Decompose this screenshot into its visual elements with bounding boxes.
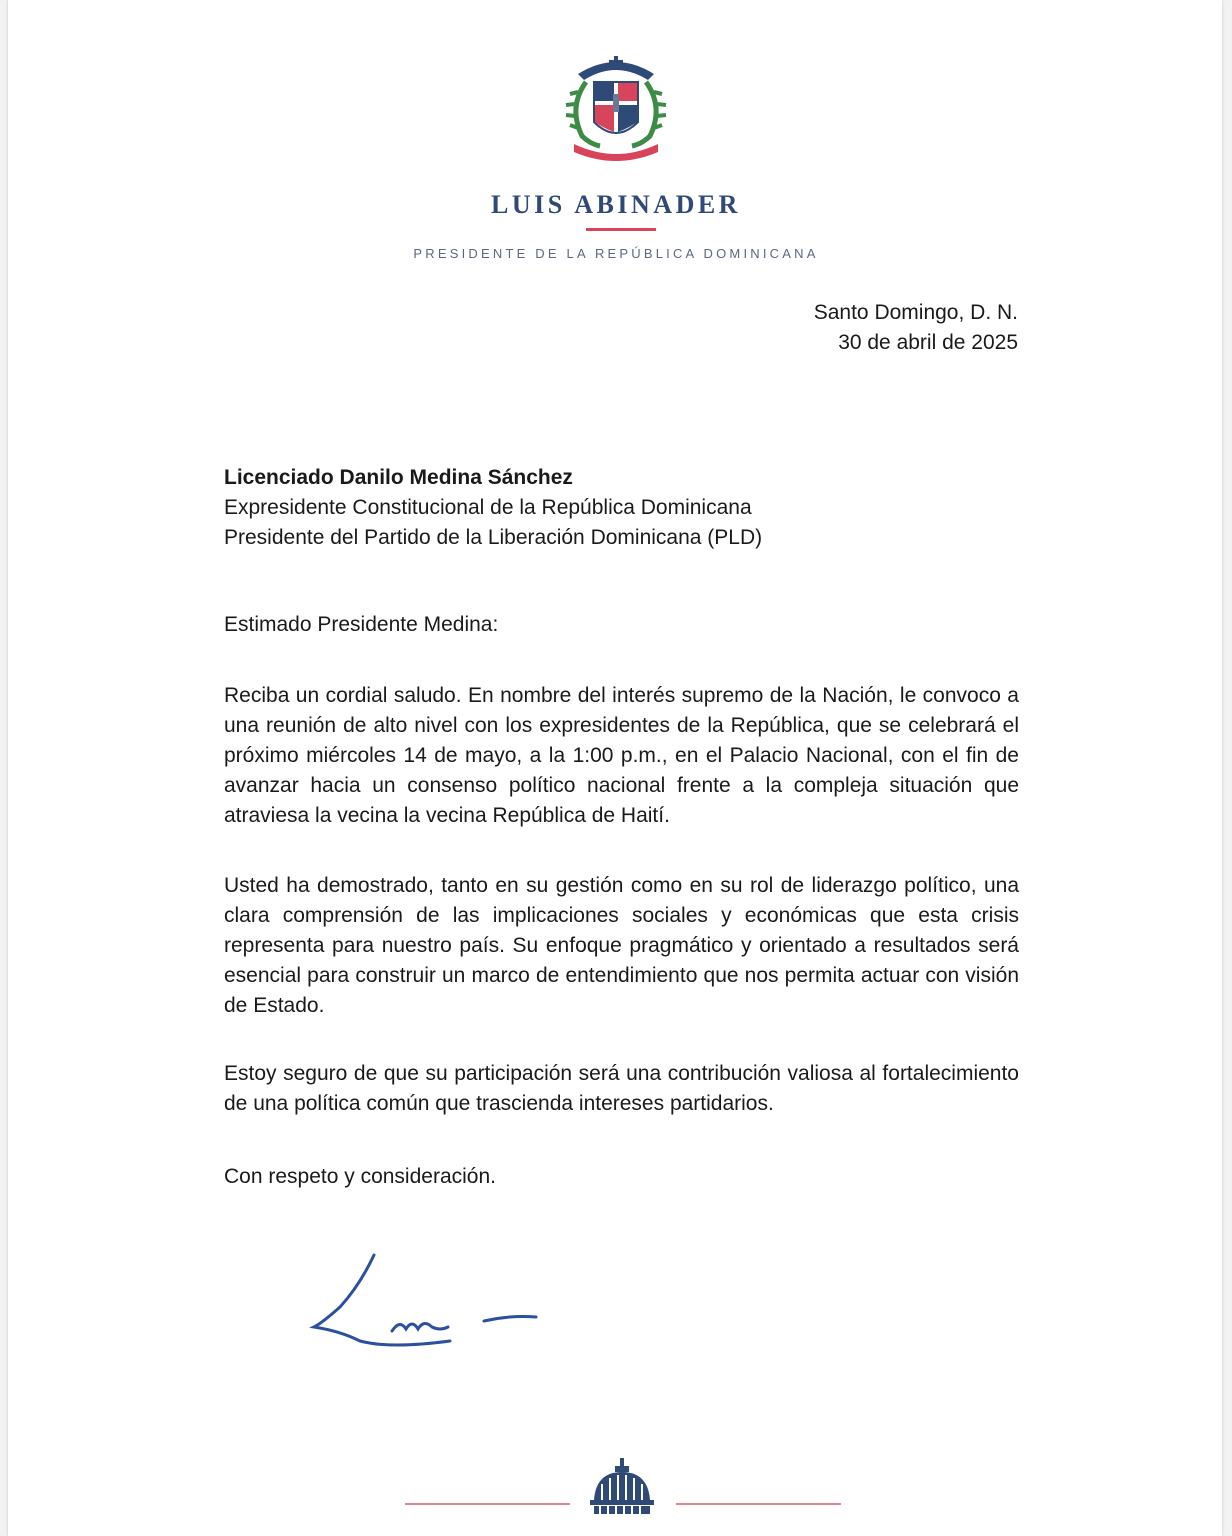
national-palace-dome-icon <box>588 1456 656 1516</box>
letterhead-title: PRESIDENTE DE LA REPÚBLICA DOMINICANA <box>413 246 819 261</box>
recipient-name: Licenciado Danilo Medina Sánchez <box>224 466 573 489</box>
recipient-title-2: Presidente del Partido de la Liberación Dominicana (PLD) <box>224 526 763 549</box>
letterhead-divider <box>586 228 656 231</box>
footer-line-left <box>405 1503 570 1505</box>
recipient-title-1: Expresidente Constitucional de la República Dominicana <box>224 496 752 519</box>
body-paragraph-2: Usted ha demostrado, tanto en su gestión como en su rol de liderazgo político, una clara comprensión de las implicaciones sociales y económicas que esta crisis representa para nuestro país. Su enfoque pragmático y orientado a resultados será esencial para construir un marco de entendimiento que nos permita actuar con visión de Estado. <box>224 874 1019 1017</box>
signature <box>300 1245 560 1365</box>
closing: Con respeto y consideración. <box>224 1165 496 1188</box>
recipient-block <box>224 463 1024 553</box>
dominican-coat-of-arms-icon <box>560 52 672 162</box>
date-place: Santo Domingo, D. N. <box>813 301 1018 324</box>
body-paragraph-3: Estoy seguro de que su participación será una contribución valiosa al fortalecimiento de una política común que trascienda intereses partidarios. <box>224 1062 1019 1115</box>
body-paragraph-1: Reciba un cordial saludo. En nombre del interés supremo de la Nación, le convoco a una reunión de alto nivel con los expresidentes de la República, que se celebrará el próximo miércoles 14 de mayo, a la 1:00 p.m., en el Palacio Nacional, con el fin de avanzar hacia un consenso político nacional frente a la compleja situación que atraviesa la vecina la vecina República de Haití. <box>224 684 1019 827</box>
date-text: 30 de abril de 2025 <box>838 331 1018 354</box>
letterhead-name: LUIS ABINADER <box>491 190 741 219</box>
footer-line-right <box>676 1503 841 1505</box>
date-block <box>600 298 1018 358</box>
salutation: Estimado Presidente Medina: <box>224 613 499 636</box>
